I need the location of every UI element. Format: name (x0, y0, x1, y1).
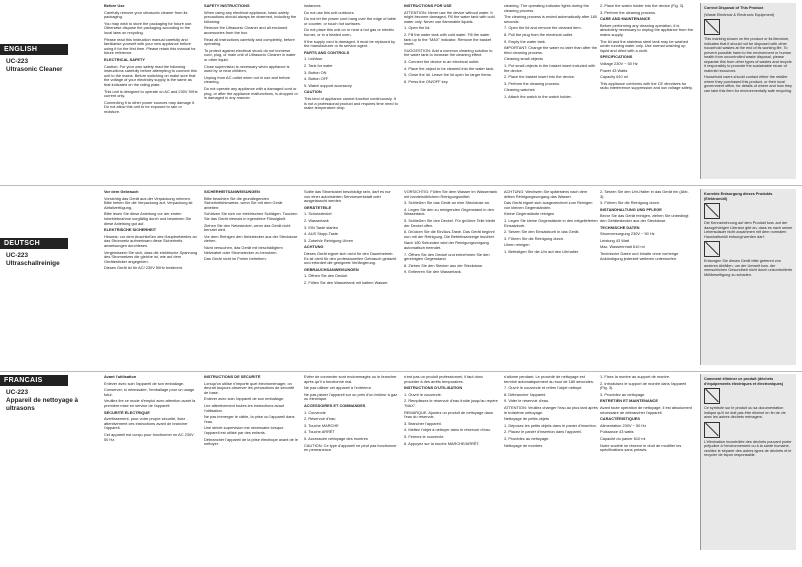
paragraph: 3. Touche MARCHE (304, 422, 339, 428)
paragraph: Before performing any cleaning operation, it is absolutely necessary to unplug the appliance from the mains supply. (600, 22, 694, 37)
paragraph: ACHTUNG: Wechseln Sie spätestens nach dem dritten Reinigungsvorgang das Wasser. (504, 190, 588, 199)
paragraph: 2. Füllen Sie den Wassertank mit kaltem Wasser. (304, 279, 389, 285)
section-title (6, 58, 96, 74)
paragraph: 3. Brancher l'appareil. (404, 420, 442, 426)
paragraph: 2. Fill the water tank with cold water. Fill the water tank up to the "MAX" indicator. Remove the basket insert. (404, 31, 492, 47)
paragraph: Vorsichtig das Gerät aus der Verpackung nehmen. Bitte heben Sie die Verpackung auf, Verpackung ist Abfallverfügung. (104, 195, 193, 210)
paragraph: Schützen Sie sich vor elektrischen Schlägen. Tauchen Sie das Gerät niemals in irgendeine Flüssigkeit. (204, 211, 298, 221)
section-deutsch (0, 186, 802, 372)
paragraph: Nettoyage de montres (504, 442, 543, 448)
paragraph: 5. Schließen Sie den Deckel. Für größere Teile bleibt der Deckel offen. (404, 217, 495, 228)
paragraph: 8. Ziehen Sie den Stecker aus der Steckdose. (404, 262, 484, 268)
section-francais (0, 371, 802, 567)
paragraph: 2. Wassertank (304, 217, 329, 223)
paragraph: 2. Réservoir d'eau (304, 416, 336, 422)
disposal-notice (700, 374, 796, 550)
paragraph: 3. Perform the cleaning process. (504, 80, 561, 86)
paragraph: This unit is designed to operate on AC and 230V 50Hz current only. (104, 88, 198, 99)
section-heading: CARACTÉRISTIQUES (600, 416, 640, 422)
product-name: Appareil de nettoyage à ultrasons (6, 397, 79, 412)
paragraph: 2. Tank for water (304, 62, 333, 68)
paragraph: 2. Place the basket insert into the device. (504, 74, 575, 80)
crossed-bin-icon (704, 422, 720, 438)
paragraph: ATTENTION: Never use the device without water. It might become damaged. Fill the water tank with cold water only. Never use flammable liquids. (404, 9, 495, 24)
text-column (204, 190, 298, 368)
model-number: UC-223 (6, 389, 29, 396)
product-name: Ultraschallreinige (6, 260, 60, 267)
section-heading: Before Use (104, 4, 125, 8)
paragraph: 4. Button OFF (304, 76, 329, 82)
disposal-notice (700, 189, 796, 365)
paragraph: Uhren reinigen (504, 242, 530, 248)
paragraph: Dieses Gerät ist für AC/ 230V 50Hz bestimmt. (104, 265, 183, 271)
paragraph: Alimentation 230V ~ 50 Hz (600, 422, 647, 428)
disposal-notice (700, 3, 796, 179)
crossed-bin-icon (704, 19, 720, 35)
paragraph: Voltage 230V ~ 50 Hz (600, 60, 638, 66)
paragraph: 2. Setzen Sie den Uhr-Halter in das Gerät ein (Abb. 3). (600, 190, 689, 199)
section-heading: CAUTION (304, 89, 322, 95)
paragraph: Avertissement, pour votre propre sécurité, lisez attentivement ces instructions avant de brancher l'appareil. (104, 416, 188, 431)
paragraph: 1. Befestigen Sie die Uhr auf den Uhrhalter. (504, 248, 580, 254)
paragraph: Veuillez lire ce mode d'emploi avec attention avant la première mise en service de l'appareil. (104, 398, 196, 408)
paragraph: Bitte beachten Sie die grundlegenden Sicherheitshinweise, wenn Sie mit dem Gerät arbeiten: (204, 195, 283, 210)
paragraph: cleaning. The operating indicator lights during the cleaning process. (504, 4, 589, 13)
paragraph: 1. Attach the watch to the watch holder. (504, 93, 572, 99)
paragraph: 1. Lid/door (304, 56, 323, 62)
paragraph: Sollte das Stromkabel beschädigt sein, darf es nur von einer autorisierten Servicewerkstatt oder ausgetauscht werden. (304, 190, 391, 204)
paragraph: SUGGESTION: Add a common cleaning solution to the water tank to increase the cleaning effect. (404, 47, 493, 58)
crossed-bin-icon (704, 241, 720, 257)
paragraph: 1. Put small objects in the basket insert included with the device. (504, 62, 596, 73)
paragraph: Lire attentivement toutes les instructions avant l'utilisation. (204, 402, 285, 413)
paragraph: Puissance 43 watts (600, 429, 634, 435)
paragraph: The lid and the stainless steel tank may be washed under running water only. Use normal washing up liquid and dried with a cloth. (600, 38, 689, 53)
text-column (600, 190, 694, 368)
paragraph: 2. Remplissez le réservoir d'eau froide jusqu'au repère "MAX". (404, 398, 498, 408)
paragraph: Remove the Ultrasonic Cleaner and all enclosed accessories from the box. (204, 25, 288, 35)
paragraph: Cleaning small objects (504, 56, 543, 62)
paragraph: When using any electrical appliance, basic safety precautions should always be observed, including the following: (204, 9, 297, 24)
model-number: UC-223 (6, 252, 29, 259)
notice-paragraph: (Waste Electrical & Electronic Equipment) (704, 12, 775, 17)
paragraph: Nach 180 Sekunden wird der Reinigungsvorgang automatisch beendet. (404, 240, 489, 250)
paragraph: Enlever avec soin l'appareil de son emballage. (104, 380, 185, 386)
section-heading: SÉCURITÉ ÉLECTRIQUE (104, 409, 150, 415)
notice-paragraph: This marking shown on the product or its literature, indicates that it should not be disposed with other household wastes at the end of its working life. To prevent possible harm to the environment or human health from uncontrolled waste disposal, please separate this from other types of wastes and recycle it responsibly to promote the sustainable reuse of material resources. (704, 37, 792, 73)
notice-heading: Correct Disposal of This Product (704, 6, 764, 10)
paragraph: Max. Wasserinhalt 610 ml (600, 244, 645, 250)
paragraph: 8. Pull the plug from the electrical outlet. (504, 31, 574, 37)
paragraph: n'est pas un produit professionnel, il faut donc procéder à des arrêts temporaires. (404, 375, 484, 384)
paragraph: If the supply cord is damaged, it must be replaced by the manufacturer or its service agent. (304, 38, 396, 49)
paragraph: Unplug from AC outlet when not in use and before cleaning. (204, 74, 291, 85)
paragraph: 2. Introduisez le support de montre dans l'appareil (Fig. 3). (600, 380, 687, 391)
text-column (600, 375, 694, 553)
paragraph: 2. Placez le panier d'insertion dans l'appareil. (504, 429, 582, 435)
paragraph: Do not let the power cord hang over the edge of table or counter, or touch hot surfaces. (304, 16, 396, 26)
product-name: Ultrasonic Cleaner (6, 66, 63, 73)
paragraph: Carefully remove your ultrasonic cleaner from its packaging. (104, 9, 188, 20)
paragraph: 5. Accessoire nettoyage des montres (304, 435, 368, 441)
language-tag: ENGLISH (0, 44, 68, 55)
notice-heading: Korrekte Entsorgung dieses Produkts (Elektromüll) (704, 192, 773, 201)
notice-paragraph: Die Kennzeichnung auf dem Produkt bzw. auf der dazugehörigen Literatur gibt an, dass es nach seiner Lebensdauer nicht zusammen mit dem normalen Haushaltsmüll entsorgt werden darf. (704, 221, 793, 239)
section-heading: INSTRUCTIONS D'UTILISATION (404, 385, 463, 391)
paragraph: Das Gerät eignet sich ausgezeichnet zum Reinigen von kleinen Gegenständen. (504, 200, 593, 210)
paragraph: IMPORTANT: Change the water no later than after the third cleaning process. (504, 45, 598, 55)
paragraph: 4. Legen Sie den zu reinigenden Gegenstand in den Wassertank. (404, 206, 494, 217)
paragraph: VORSICHTIG: Füllen Sie dem Wasser im Wassertank mit handelsüblichem Reinigungsmittel. (404, 190, 498, 199)
paragraph: Connecting it to other power sources may damage it. Do not allow this unit to be exposed to rain or moisture. (104, 99, 196, 114)
text-column (600, 4, 694, 182)
language-tag: DEUTSCH (0, 238, 68, 249)
section-title (6, 389, 96, 413)
paragraph: You may wish to store the packaging for future use. Otherwise dispose the packaging according to the local laws on recycling. (104, 20, 193, 35)
paragraph: Ne pas placer l'appareil sur ou près d'un brûleur à gaz ou électrique. (304, 391, 398, 402)
paragraph: Nicht versuchen, das Gerät mit beschädigtem Netzkabel oder Stromstecker zu benutzen. (204, 244, 283, 255)
paragraph: To protect against electrical shock do not immerse cord, plug, or main unit of Ultrasonic Cleaner in water or other liquid. (204, 47, 296, 62)
paragraph: This kind of appliance cannot function continuously. It is not a professional product and requires time need to make temperature drop. (304, 95, 398, 111)
paragraph: Débrancher l'appareil de la prise électrique avant de le nettoyer. (204, 436, 298, 447)
section-heading: GERÄTETEILE (304, 204, 332, 210)
paragraph: Power 43 Watts (600, 67, 628, 73)
notice-paragraph: Ce symbole sur le produit ou sa documentation indique qu'il ne doit pas être éliminé en fin de vie avec les autres déchets ménagers. (704, 406, 786, 419)
notice-heading: Comment éliminer ce produit (déchets d'équipements électriques et électroniques) (704, 377, 784, 386)
paragraph: Éviter de connecter sont endommagés ou le brancher après qu'il a fonctionné mal. (304, 375, 397, 384)
paragraph: Read all instructions carefully and completely, before operating. (204, 36, 295, 47)
paragraph: Do not use this unit outdoors. (304, 9, 355, 15)
paragraph: Ziehen Sie den Netzstecker, wenn das Gerät nicht benutzt wird. (204, 222, 291, 233)
section-heading: Avant l'utilisation (104, 375, 137, 379)
text-column (304, 190, 398, 368)
section-heading: Vor dem Gebrauch (104, 190, 139, 194)
paragraph: ATTENTION: Veuillez changer l'eau au plus tard après le troisième nettoyage. (504, 404, 598, 415)
paragraph: 5. Zubehör Reinigung Uhren (304, 237, 354, 243)
text-column (404, 375, 498, 553)
paragraph: 8. Débrancher l'appareil. (504, 391, 547, 397)
section-heading: TECHNISCHE DATEN (600, 224, 640, 230)
paragraph: 6. Press the ON/OFF key. (404, 78, 449, 84)
paragraph: instances. (304, 4, 322, 8)
paragraph: Notre société se réserve le droit de modifier les spécifications sans préavis. (600, 442, 682, 453)
text-column (104, 4, 198, 182)
paragraph: The cleaning process is ended automatically after 180 seconds. (504, 14, 597, 24)
section-title (6, 252, 96, 268)
section-heading: CARE AND MAINTENANCE (600, 16, 651, 22)
paragraph: 3. Procédez au nettoyage. (504, 435, 550, 441)
paragraph: Ne pas utiliser cet appareil à l'extérieur. (304, 385, 372, 391)
paragraph: Leistung 43 Watt (600, 237, 630, 243)
paragraph: s'allume pendant. Le procédé de nettoyage est terminé automatiquement au bout de 180 secondes. (504, 375, 594, 384)
section-heading: PARTS AND CONTROLS (304, 49, 350, 55)
paragraph: Close supervision is necessary when appliance is used by or near children. (204, 63, 290, 74)
language-tag: FRANCAIS (0, 375, 68, 386)
section-heading: INSTRUCTIONS FOR USE (404, 4, 452, 8)
paragraph: 3. Perform the cleaning process. (600, 9, 657, 15)
paragraph: REMARQUE: Ajoutez un produit de nettoyage dans l'eau du réservoir. (404, 409, 493, 420)
paragraph: Dieses Gerät eignet sich nicht für den Dauerbetrieb. Es ist nicht für den professionellen Gebrauch gedacht und erfordert die geeignete Verlängerung. (304, 250, 397, 266)
section-heading: SPECIFICATIONS (600, 54, 633, 60)
notice-paragraph: L'élimination incontrôlée des déchets pouvant porter préjudice à l'environnement ou à la santé humaine, veuillez le séparer des autres types de déchets et le recycler de façon responsable. (704, 439, 792, 457)
text-column (104, 190, 198, 368)
text-column (404, 4, 498, 182)
paragraph: Das Gerät nicht im Freien betreiben. (204, 256, 267, 262)
paragraph: Vor dem Reinigen den Netzstecker aus der Steckdose ziehen. (204, 233, 298, 244)
text-column (204, 375, 298, 553)
paragraph: Lorsqu'on utilise n'importe quel électroménager, on devrait toujours observer les précautions de sécurité de base. (204, 380, 295, 395)
paragraph: 4. AUS Stopp-Taste (304, 231, 338, 237)
paragraph: 9. Empty the water tank. (504, 38, 546, 44)
paragraph: Stromversorgung 230V ~ 50 Hz (600, 231, 655, 237)
paragraph: 7. Ouvrir le couvercle et retirer l'objet nettoyé. (504, 385, 583, 391)
paragraph: 6. Drücken Sie die Ein/Aus-Taste. Das Gerät beginnt nun mit der Reinigung. Die Betriebsanzeige leuchtet. (404, 229, 495, 239)
paragraph: 5. Close the lid. Leave the lid open for larger items. (404, 72, 492, 78)
paragraph: 7. Open the lid and remove the cleaned item. (504, 25, 582, 31)
paragraph: Kleine Gegenstände reinigen (504, 211, 555, 217)
section-heading: ACHTUNG (304, 244, 324, 250)
text-column (204, 4, 298, 182)
paragraph: Ne pas immerger le câble, la prise ou l'appareil dans l'eau. (204, 414, 295, 424)
paragraph: 5. Fermez le couvercle. (404, 433, 445, 439)
section-heading: ENTRETIEN ET MAINTENANCE (600, 398, 658, 404)
paragraph: Une stricte supervision est nécessaire lorsque l'appareil est utilisé par des enfants. (204, 425, 284, 435)
paragraph: Caution: For your own safety read the following instructions carefully before attempting to connect this unit to the mains. Before switching on make sure that the voltage of your electricity supply is the same as that indicated on the rating plate. (104, 63, 197, 87)
paragraph: Cleaning watches (504, 87, 535, 93)
text-column (404, 190, 498, 368)
paragraph: 1. Déposez les petits objets dans le panier d'insertion. (504, 422, 597, 428)
paragraph: 9. Entleeren Sie den Wassertank. (404, 269, 462, 275)
paragraph: 4. Touche ARRÊT (304, 429, 335, 435)
section-heading: SICHERHEITSANWEISUNGEN (204, 190, 260, 194)
paragraph: Hinweis: vor dem Anschließen des Hauptnetzteiles an das Stromnetz aufmerksam diese Sicherheits anweisungen durchlesen. (104, 233, 197, 248)
paragraph: 1. Legen Sie kleine Gegenstände in den mitgelieferten Einsatzkorb. (504, 217, 598, 228)
section-english (0, 0, 802, 186)
paragraph: 4. Place the object to be cleaned into the water tank. (404, 65, 495, 71)
paragraph: This appliance conforms with the CE directives for radio interference suppression and low voltage safety. (600, 80, 693, 91)
paragraph: 1. Open the lid. (404, 25, 431, 31)
paragraph: Capacity 610 ml (600, 74, 628, 80)
section-heading: SAFETY INSTRUCTIONS (204, 4, 250, 8)
text-column (504, 375, 598, 553)
paragraph: Conserver, si nécessaire, l'emballage pour un usage futur. (104, 387, 195, 397)
paragraph: 1. Ouvrir le couvercle. (404, 391, 442, 397)
notice-paragraph: Household users should contact either the retailer where they purchased this product, or their local government office, for details of where and how they can take this item for environmentally safe recycling. (704, 75, 792, 93)
paragraph: 1. Schutzdeckel (304, 211, 332, 217)
paragraph: 3. Button ON (304, 69, 327, 75)
section-heading: GEBRAUCHSANWEISUNGEN (304, 266, 359, 272)
text-column (304, 375, 398, 553)
paragraph: Cet appareil est conçu pour fonctionner en AC 230V 50 Hz. (104, 431, 194, 442)
paragraph: 3. Führen Sie die Reinigung durch. (504, 235, 565, 241)
paragraph: Avant toute opération de nettoyage, il est absolument nécessaire de débrancher l'appareil. (600, 404, 692, 415)
section-heading: INSTANDHALTUNG UND PFLEGE (600, 206, 662, 212)
paragraph: CAUTION: Ce type d'appareil ne peut pas fonctionner en permanence. (304, 442, 397, 453)
paragraph: 5. Watch support accessory (304, 82, 352, 88)
section-heading: INSTRUCTIONS DE SÉCURITÉ (204, 375, 261, 379)
model-number: UC-223 (6, 58, 29, 65)
paragraph: Do not operate any appliance with a damaged cord or plug, or after the appliance malfunctions, is dropped or is damaged in any manner. (204, 85, 298, 101)
paragraph: 3. EIN Taste starten (304, 224, 339, 230)
paragraph: 2. Setzen Sie den Einsatzkorb in das Gerät. (504, 229, 580, 235)
paragraph: 2. Place the watch holder into the device (Fig. 3). (600, 4, 685, 8)
paragraph: 3. Connect the device to an electrical outlet. (404, 58, 480, 64)
crossed-bin-icon (704, 388, 720, 404)
paragraph: 1. Fixez la montre au support de montre. (600, 375, 671, 379)
text-column (104, 375, 198, 553)
paragraph: Capacité du panier 610 ml (600, 435, 646, 441)
paragraph: 4. Mettez l'objet à nettoyer dans le réservoir d'eau. (404, 427, 491, 433)
paragraph: Please read this instruction manual carefully and familiarise yourself with your new appliance before using it for the first time. Please retain this manual for future reference. (104, 36, 196, 56)
paragraph: 9. Vider le réservoir d'eau. (504, 398, 550, 404)
paragraph: Nettoyage de petits objets (504, 416, 549, 422)
paragraph: Enlever avec soin l'appareil de son emballage. (204, 396, 285, 402)
paragraph: Vergewissern Sie sich, dass die elektrische Spannung des Stromnetzes die gleiche ist, wie auf dem Gerätesticker angegeben. (104, 249, 198, 264)
text-column (304, 4, 398, 182)
paragraph: 1. Couvercle (304, 409, 326, 415)
paragraph: 3. Führen Sie die Reinigung durch. (600, 200, 661, 206)
paragraph: Bevor Sie das Gerät reinigen, ziehen Sie unbedingt den Gerätestecker aus der Steckdose. (600, 213, 689, 223)
section-heading: ACCESSOIRES ET COMMANDES (304, 402, 366, 408)
paragraph: Bitte lesen Sie diese Anleitung vor der ersten Inbetriebnahme sorgfältig durch und bewahren Sie diese Anleitung gut auf. (104, 211, 192, 226)
notice-paragraph: Entsorgen Sie dieses Gerät bitte getrennt von anderen Abfällen, um der Umwelt bzw. der menschlichen Gesundheit nicht durch unkontrollierte Müllbeseitigung zu schaden. (704, 259, 793, 277)
text-column (504, 190, 598, 368)
paragraph: 3. Procédez au nettoyage. (600, 391, 646, 397)
section-heading: ELEKTRISCHE SICHERHEIT (104, 227, 157, 233)
crossed-bin-icon (704, 203, 720, 219)
paragraph: 3. Schließen Sie das Gerät an eine Steckdose an. (404, 200, 491, 206)
text-column (504, 4, 598, 182)
section-heading: ELECTRICAL SAFETY (104, 56, 145, 62)
paragraph: 1. Öffnen Sie den Deckel. (304, 273, 349, 279)
paragraph: Technische Daten und Inhalte ohne vorherige Ankündigung jederzeit weiteren unterworfen. (600, 250, 679, 261)
paragraph: 6. Appuyez sur la touche MARCHE/ARRÊT. (404, 440, 480, 446)
paragraph: 7. Öffnen Sie den Deckel und entnehmen Sie den gereinigten Gegenstand. (404, 251, 490, 262)
paragraph: Do not place this unit on or near a hot gas or electric burner, or in a heated oven. (304, 27, 395, 37)
